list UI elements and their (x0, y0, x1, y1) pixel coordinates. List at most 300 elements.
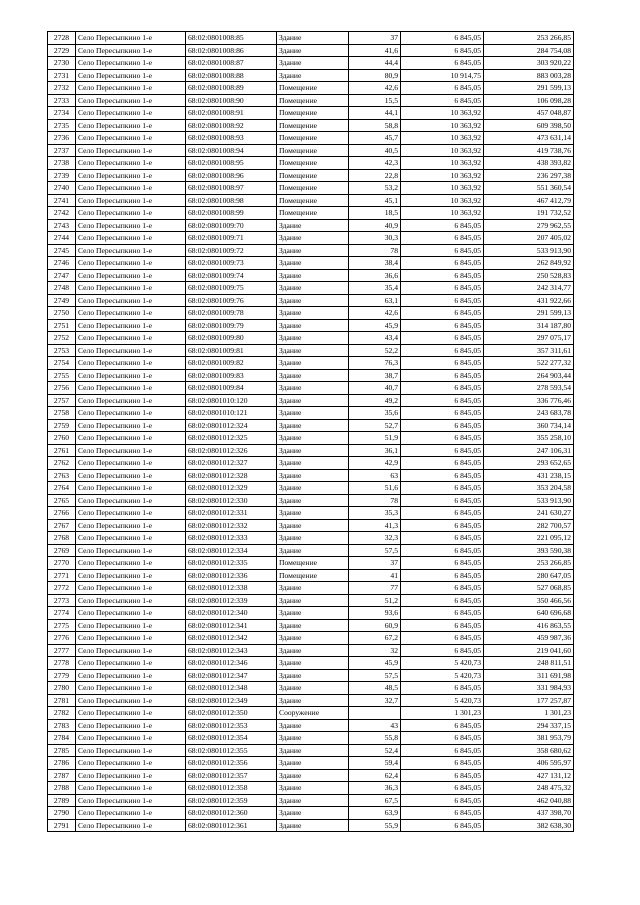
cadastral-value-cell: 262 849,92 (484, 257, 574, 270)
cadastral-value-cell: 551 360,54 (484, 182, 574, 195)
area-cell: 49,2 (349, 394, 401, 407)
cadastral-number-cell: 68:02:0801012:356 (186, 757, 277, 770)
unit-value-cell: 6 845,05 (401, 607, 484, 620)
cadastral-value-cell: 640 696,68 (484, 607, 574, 620)
area-cell: 41 (349, 569, 401, 582)
object-type-cell: Здание (277, 644, 349, 657)
unit-value-cell: 6 845,05 (401, 32, 484, 45)
object-type-cell: Здание (277, 357, 349, 370)
table-row (48, 344, 574, 357)
unit-value-cell: 6 845,05 (401, 769, 484, 782)
area-cell: 57,5 (349, 544, 401, 557)
cadastral-value-cell: 522 277,32 (484, 357, 574, 370)
object-type-cell: Здание (277, 682, 349, 695)
area-cell: 45,1 (349, 194, 401, 207)
settlement-cell: Село Пересыпкино 1-е (76, 619, 186, 632)
area-cell: 35,4 (349, 282, 401, 295)
object-type-cell: Здание (277, 32, 349, 45)
row-number-cell: 2764 (48, 482, 76, 495)
area-cell: 60,9 (349, 619, 401, 632)
settlement-cell: Село Пересыпкино 1-е (76, 44, 186, 57)
settlement-cell: Село Пересыпкино 1-е (76, 182, 186, 195)
area-cell: 43 (349, 719, 401, 732)
cadastral-number-cell: 68:02:0801010:120 (186, 394, 277, 407)
cadastral-value-cell: 382 638,30 (484, 819, 574, 832)
cadastral-number-cell: 68:02:0801009:72 (186, 244, 277, 257)
cadastral-number-cell: 68:02:0801008:89 (186, 82, 277, 95)
cadastral-number-cell: 68:02:0801012:329 (186, 482, 277, 495)
unit-value-cell: 5 420,73 (401, 657, 484, 670)
cadastral-value-cell: 280 647,05 (484, 569, 574, 582)
object-type-cell: Здание (277, 519, 349, 532)
object-type-cell: Здание (277, 432, 349, 445)
unit-value-cell: 6 845,05 (401, 257, 484, 270)
row-number-cell: 2787 (48, 769, 76, 782)
object-type-cell: Помещение (277, 94, 349, 107)
cadastral-value-cell: 247 106,31 (484, 444, 574, 457)
cadastral-value-cell: 427 131,12 (484, 769, 574, 782)
settlement-cell: Село Пересыпкино 1-е (76, 32, 186, 45)
row-number-cell: 2754 (48, 357, 76, 370)
cadastral-number-cell: 68:02:0801008:85 (186, 32, 277, 45)
cadastral-value-cell: 177 257,87 (484, 694, 574, 707)
unit-value-cell: 6 845,05 (401, 44, 484, 57)
unit-value-cell: 10 363,92 (401, 144, 484, 157)
area-cell: 51,2 (349, 594, 401, 607)
object-type-cell: Здание (277, 694, 349, 707)
settlement-cell: Село Пересыпкино 1-е (76, 132, 186, 145)
settlement-cell: Село Пересыпкино 1-е (76, 394, 186, 407)
settlement-cell: Село Пересыпкино 1-е (76, 282, 186, 295)
unit-value-cell: 10 363,92 (401, 169, 484, 182)
object-type-cell: Здание (277, 507, 349, 520)
settlement-cell: Село Пересыпкино 1-е (76, 107, 186, 120)
area-cell: 78 (349, 244, 401, 257)
cadastral-number-cell: 68:02:0801012:360 (186, 807, 277, 820)
area-cell: 37 (349, 557, 401, 570)
row-number-cell: 2732 (48, 82, 76, 95)
cadastral-value-cell: 419 738,76 (484, 144, 574, 157)
unit-value-cell: 6 845,05 (401, 794, 484, 807)
settlement-cell: Село Пересыпкино 1-е (76, 657, 186, 670)
unit-value-cell: 10 363,92 (401, 119, 484, 132)
unit-value-cell: 1 301,23 (401, 707, 484, 720)
row-number-cell: 2746 (48, 257, 76, 270)
object-type-cell: Здание (277, 294, 349, 307)
cadastral-value-cell: 242 314,77 (484, 282, 574, 295)
area-cell: 80,9 (349, 69, 401, 82)
object-type-cell: Здание (277, 719, 349, 732)
unit-value-cell: 6 845,05 (401, 57, 484, 70)
settlement-cell: Село Пересыпкино 1-е (76, 294, 186, 307)
object-type-cell: Здание (277, 632, 349, 645)
cadastral-value-cell: 331 984,93 (484, 682, 574, 695)
table-row (48, 94, 574, 107)
cadastral-value-cell: 527 068,85 (484, 582, 574, 595)
settlement-cell: Село Пересыпкино 1-е (76, 719, 186, 732)
area-cell: 52,2 (349, 344, 401, 357)
object-type-cell: Здание (277, 332, 349, 345)
cadastral-number-cell: 68:02:0801012:335 (186, 557, 277, 570)
settlement-cell: Село Пересыпкино 1-е (76, 69, 186, 82)
object-type-cell: Здание (277, 457, 349, 470)
cadastral-value-cell: 311 691,98 (484, 669, 574, 682)
cadastral-value-cell: 314 187,80 (484, 319, 574, 332)
cadastral-value-cell: 219 041,60 (484, 644, 574, 657)
cadastral-value-cell: 473 631,14 (484, 132, 574, 145)
row-number-cell: 2735 (48, 119, 76, 132)
object-type-cell: Помещение (277, 82, 349, 95)
settlement-cell: Село Пересыпкино 1-е (76, 332, 186, 345)
row-number-cell: 2779 (48, 669, 76, 682)
table-row (48, 332, 574, 345)
settlement-cell: Село Пересыпкино 1-е (76, 694, 186, 707)
table-row (48, 69, 574, 82)
unit-value-cell: 6 845,05 (401, 807, 484, 820)
cadastral-value-cell: 291 599,13 (484, 82, 574, 95)
cadastral-number-cell: 68:02:0801012:355 (186, 744, 277, 757)
object-type-cell: Здание (277, 307, 349, 320)
row-number-cell: 2755 (48, 369, 76, 382)
table-row (48, 807, 574, 820)
area-cell: 44,1 (349, 107, 401, 120)
unit-value-cell: 6 845,05 (401, 82, 484, 95)
area-cell: 41,6 (349, 44, 401, 57)
object-type-cell: Здание (277, 444, 349, 457)
cadastral-value-cell: 350 466,56 (484, 594, 574, 607)
area-cell: 45,9 (349, 319, 401, 332)
cadastral-number-cell: 68:02:0801012:332 (186, 519, 277, 532)
row-number-cell: 2778 (48, 657, 76, 670)
cadastral-value-cell: 191 732,52 (484, 207, 574, 220)
cadastral-value-cell: 336 776,46 (484, 394, 574, 407)
cadastral-number-cell: 68:02:0801009:81 (186, 344, 277, 357)
cadastral-number-cell: 68:02:0801009:84 (186, 382, 277, 395)
row-number-cell: 2776 (48, 632, 76, 645)
table-row (48, 532, 574, 545)
cadastral-number-cell: 68:02:0801010:121 (186, 407, 277, 420)
table-row (48, 607, 574, 620)
row-number-cell: 2740 (48, 182, 76, 195)
table-row (48, 707, 574, 720)
table-row (48, 482, 574, 495)
area-cell: 62,4 (349, 769, 401, 782)
unit-value-cell: 6 845,05 (401, 482, 484, 495)
area-cell: 35,6 (349, 407, 401, 420)
cadastral-number-cell: 68:02:0801009:83 (186, 369, 277, 382)
cadastral-value-cell: 358 680,62 (484, 744, 574, 757)
row-number-cell: 2756 (48, 382, 76, 395)
row-number-cell: 2775 (48, 619, 76, 632)
unit-value-cell: 6 845,05 (401, 357, 484, 370)
table-row (48, 569, 574, 582)
settlement-cell: Село Пересыпкино 1-е (76, 82, 186, 95)
cadastral-number-cell: 68:02:0801009:80 (186, 332, 277, 345)
cadastral-number-cell: 68:02:0801009:71 (186, 232, 277, 245)
table-row (48, 182, 574, 195)
object-type-cell: Здание (277, 319, 349, 332)
cadastral-value-cell: 457 048,87 (484, 107, 574, 120)
cadastral-number-cell: 68:02:0801012:334 (186, 544, 277, 557)
settlement-cell: Село Пересыпкино 1-е (76, 557, 186, 570)
table-row (48, 457, 574, 470)
cadastral-number-cell: 68:02:0801008:98 (186, 194, 277, 207)
cadastral-value-cell: 264 903,44 (484, 369, 574, 382)
cadastral-number-cell: 68:02:0801012:359 (186, 794, 277, 807)
table-row (48, 232, 574, 245)
unit-value-cell: 6 845,05 (401, 294, 484, 307)
row-number-cell: 2760 (48, 432, 76, 445)
settlement-cell: Село Пересыпкино 1-е (76, 507, 186, 520)
area-cell: 41,3 (349, 519, 401, 532)
object-type-cell: Помещение (277, 207, 349, 220)
cadastral-value-cell: 381 953,79 (484, 732, 574, 745)
row-number-cell: 2729 (48, 44, 76, 57)
unit-value-cell: 6 845,05 (401, 457, 484, 470)
area-cell: 15,5 (349, 94, 401, 107)
row-number-cell: 2784 (48, 732, 76, 745)
unit-value-cell: 6 845,05 (401, 557, 484, 570)
object-type-cell: Здание (277, 732, 349, 745)
settlement-cell: Село Пересыпкино 1-е (76, 607, 186, 620)
settlement-cell: Село Пересыпкино 1-е (76, 682, 186, 695)
cadastral-value-cell: 355 258,10 (484, 432, 574, 445)
area-cell: 51,6 (349, 482, 401, 495)
unit-value-cell: 6 845,05 (401, 244, 484, 257)
table-row (48, 169, 574, 182)
object-type-cell: Здание (277, 619, 349, 632)
property-table (47, 31, 574, 832)
cadastral-value-cell: 241 630,27 (484, 507, 574, 520)
cadastral-value-cell: 459 987,36 (484, 632, 574, 645)
unit-value-cell: 6 845,05 (401, 732, 484, 745)
settlement-cell: Село Пересыпкино 1-е (76, 569, 186, 582)
object-type-cell: Помещение (277, 132, 349, 145)
cadastral-number-cell: 68:02:0801012:339 (186, 594, 277, 607)
settlement-cell: Село Пересыпкино 1-е (76, 344, 186, 357)
cadastral-number-cell: 68:02:0801008:99 (186, 207, 277, 220)
object-type-cell: Здание (277, 269, 349, 282)
unit-value-cell: 6 845,05 (401, 469, 484, 482)
area-cell: 55,8 (349, 732, 401, 745)
area-cell: 36,6 (349, 269, 401, 282)
cadastral-value-cell: 357 311,61 (484, 344, 574, 357)
object-type-cell: Здание (277, 582, 349, 595)
cadastral-number-cell: 68:02:0801008:92 (186, 119, 277, 132)
cadastral-value-cell: 416 863,55 (484, 619, 574, 632)
area-cell: 48,5 (349, 682, 401, 695)
object-type-cell: Здание (277, 469, 349, 482)
area-cell (349, 707, 401, 720)
settlement-cell: Село Пересыпкино 1-е (76, 244, 186, 257)
row-number-cell: 2783 (48, 719, 76, 732)
unit-value-cell: 6 845,05 (401, 782, 484, 795)
area-cell: 36,3 (349, 782, 401, 795)
cadastral-number-cell: 68:02:0801008:96 (186, 169, 277, 182)
table-row (48, 382, 574, 395)
cadastral-number-cell: 68:02:0801012:342 (186, 632, 277, 645)
cadastral-value-cell: 437 398,70 (484, 807, 574, 820)
row-number-cell: 2728 (48, 32, 76, 45)
cadastral-value-cell: 253 266,85 (484, 32, 574, 45)
cadastral-value-cell: 291 599,13 (484, 307, 574, 320)
area-cell: 76,3 (349, 357, 401, 370)
table-row (48, 519, 574, 532)
unit-value-cell: 6 845,05 (401, 619, 484, 632)
cadastral-number-cell: 68:02:0801008:87 (186, 57, 277, 70)
cadastral-value-cell: 253 266,85 (484, 557, 574, 570)
object-type-cell: Здание (277, 369, 349, 382)
row-number-cell: 2777 (48, 644, 76, 657)
settlement-cell: Село Пересыпкино 1-е (76, 357, 186, 370)
row-number-cell: 2734 (48, 107, 76, 120)
cadastral-number-cell: 68:02:0801012:338 (186, 582, 277, 595)
settlement-cell: Село Пересыпкино 1-е (76, 319, 186, 332)
settlement-cell: Село Пересыпкино 1-е (76, 432, 186, 445)
settlement-cell: Село Пересыпкино 1-е (76, 457, 186, 470)
object-type-cell: Помещение (277, 107, 349, 120)
cadastral-number-cell: 68:02:0801012:358 (186, 782, 277, 795)
settlement-cell: Село Пересыпкино 1-е (76, 757, 186, 770)
unit-value-cell: 6 845,05 (401, 507, 484, 520)
unit-value-cell: 10 363,92 (401, 207, 484, 220)
cadastral-number-cell: 68:02:0801012:350 (186, 707, 277, 720)
table-row (48, 544, 574, 557)
unit-value-cell: 10 363,92 (401, 107, 484, 120)
unit-value-cell: 6 845,05 (401, 232, 484, 245)
table-row (48, 594, 574, 607)
settlement-cell: Село Пересыпкино 1-е (76, 169, 186, 182)
area-cell: 59,4 (349, 757, 401, 770)
row-number-cell: 2730 (48, 57, 76, 70)
table-row (48, 557, 574, 570)
row-number-cell: 2768 (48, 532, 76, 545)
object-type-cell: Здание (277, 44, 349, 57)
table-row (48, 757, 574, 770)
table-row (48, 219, 574, 232)
cadastral-number-cell: 68:02:0801012:340 (186, 607, 277, 620)
unit-value-cell: 5 420,73 (401, 669, 484, 682)
settlement-cell: Село Пересыпкино 1-е (76, 307, 186, 320)
cadastral-number-cell: 68:02:0801012:331 (186, 507, 277, 520)
cadastral-value-cell: 106 098,28 (484, 94, 574, 107)
unit-value-cell: 6 845,05 (401, 94, 484, 107)
cadastral-number-cell: 68:02:0801012:336 (186, 569, 277, 582)
settlement-cell: Село Пересыпкино 1-е (76, 632, 186, 645)
cadastral-number-cell: 68:02:0801008:94 (186, 144, 277, 157)
cadastral-value-cell: 250 528,83 (484, 269, 574, 282)
area-cell: 36,1 (349, 444, 401, 457)
row-number-cell: 2753 (48, 344, 76, 357)
row-number-cell: 2763 (48, 469, 76, 482)
area-cell: 42,6 (349, 307, 401, 320)
settlement-cell: Село Пересыпкино 1-е (76, 794, 186, 807)
table-row (48, 669, 574, 682)
cadastral-value-cell: 431 922,66 (484, 294, 574, 307)
cadastral-value-cell: 282 700,57 (484, 519, 574, 532)
cadastral-number-cell: 68:02:0801012:341 (186, 619, 277, 632)
unit-value-cell: 6 845,05 (401, 682, 484, 695)
cadastral-number-cell: 68:02:0801008:90 (186, 94, 277, 107)
unit-value-cell: 6 845,05 (401, 344, 484, 357)
cadastral-value-cell: 533 913,90 (484, 494, 574, 507)
unit-value-cell: 6 845,05 (401, 582, 484, 595)
cadastral-value-cell: 284 754,08 (484, 44, 574, 57)
cadastral-value-cell: 221 095,12 (484, 532, 574, 545)
settlement-cell: Село Пересыпкино 1-е (76, 819, 186, 832)
cadastral-number-cell: 68:02:0801009:70 (186, 219, 277, 232)
unit-value-cell: 6 845,05 (401, 394, 484, 407)
cadastral-number-cell: 68:02:0801008:91 (186, 107, 277, 120)
settlement-cell: Село Пересыпкино 1-е (76, 769, 186, 782)
area-cell: 32 (349, 644, 401, 657)
table-row (48, 319, 574, 332)
cadastral-value-cell: 533 913,90 (484, 244, 574, 257)
object-type-cell: Здание (277, 344, 349, 357)
object-type-cell: Помещение (277, 169, 349, 182)
cadastral-value-cell: 438 393,82 (484, 157, 574, 170)
area-cell: 51,9 (349, 432, 401, 445)
area-cell: 53,2 (349, 182, 401, 195)
cadastral-number-cell: 68:02:0801008:88 (186, 69, 277, 82)
unit-value-cell: 6 845,05 (401, 444, 484, 457)
unit-value-cell: 6 845,05 (401, 644, 484, 657)
unit-value-cell: 6 845,05 (401, 269, 484, 282)
cadastral-number-cell: 68:02:0801012:346 (186, 657, 277, 670)
area-cell: 45,9 (349, 657, 401, 670)
object-type-cell: Здание (277, 807, 349, 820)
settlement-cell: Село Пересыпкино 1-е (76, 119, 186, 132)
cadastral-value-cell: 431 238,15 (484, 469, 574, 482)
cadastral-number-cell: 68:02:0801012:343 (186, 644, 277, 657)
row-number-cell: 2742 (48, 207, 76, 220)
row-number-cell: 2758 (48, 407, 76, 420)
area-cell: 52,7 (349, 419, 401, 432)
unit-value-cell: 6 845,05 (401, 319, 484, 332)
cadastral-value-cell: 248 811,51 (484, 657, 574, 670)
cadastral-value-cell: 278 593,54 (484, 382, 574, 395)
row-number-cell: 2790 (48, 807, 76, 820)
settlement-cell: Село Пересыпкино 1-е (76, 232, 186, 245)
row-number-cell: 2767 (48, 519, 76, 532)
cadastral-number-cell: 68:02:0801012:333 (186, 532, 277, 545)
row-number-cell: 2751 (48, 319, 76, 332)
cadastral-number-cell: 68:02:0801012:330 (186, 494, 277, 507)
row-number-cell: 2733 (48, 94, 76, 107)
row-number-cell: 2749 (48, 294, 76, 307)
cadastral-value-cell: 294 337,15 (484, 719, 574, 732)
cadastral-value-cell: 248 475,32 (484, 782, 574, 795)
table-row (48, 244, 574, 257)
cadastral-value-cell: 236 297,38 (484, 169, 574, 182)
table-row (48, 157, 574, 170)
unit-value-cell: 6 845,05 (401, 369, 484, 382)
table-row (48, 694, 574, 707)
settlement-cell: Село Пересыпкино 1-е (76, 544, 186, 557)
cadastral-number-cell: 68:02:0801008:93 (186, 132, 277, 145)
unit-value-cell: 6 845,05 (401, 819, 484, 832)
cadastral-number-cell: 68:02:0801012:325 (186, 432, 277, 445)
cadastral-value-cell: 353 204,58 (484, 482, 574, 495)
area-cell: 42,6 (349, 82, 401, 95)
table-row (48, 144, 574, 157)
table-row (48, 369, 574, 382)
row-number-cell: 2789 (48, 794, 76, 807)
unit-value-cell: 6 845,05 (401, 219, 484, 232)
table-row (48, 207, 574, 220)
area-cell: 63,1 (349, 294, 401, 307)
cadastral-value-cell: 883 003,28 (484, 69, 574, 82)
